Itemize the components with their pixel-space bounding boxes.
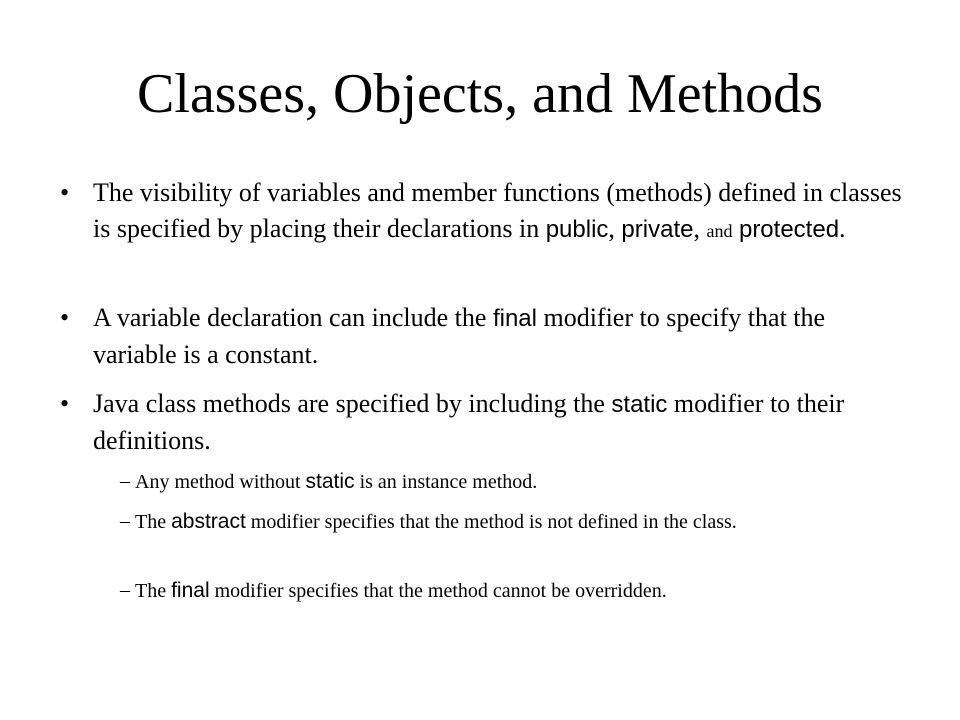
bullet-text: . xyxy=(839,214,846,243)
subitem-text: is an instance method. xyxy=(354,471,538,493)
bullet-text: Java class methods are specified by including the xyxy=(93,389,612,418)
subitem-instance-method xyxy=(135,467,895,497)
bullet-text: The visibility of variables and member functions (methods) defined in classes is specified by placing their declarations in xyxy=(93,178,902,243)
subitem-final-modifier xyxy=(135,576,895,606)
keyword-protected: protected xyxy=(738,216,840,243)
bullet-marker: • xyxy=(60,389,70,418)
keyword-final: final xyxy=(171,579,210,602)
keyword-abstract: abstract xyxy=(171,510,246,533)
keyword-static: static xyxy=(611,391,668,418)
keyword-private: private xyxy=(621,216,694,243)
separator-text: , xyxy=(608,214,622,243)
bullet-text: modifier to their definitions. xyxy=(93,389,845,455)
subitem-text: modifier specifies that the method cannot be overridden. xyxy=(209,580,667,602)
bullet-marker: • xyxy=(60,303,70,332)
subitem-text: The xyxy=(135,580,172,602)
subitem-text: The xyxy=(135,511,172,533)
bullet-text: A variable declaration can include the xyxy=(93,303,493,332)
subitem-dash: – xyxy=(120,579,130,601)
bullet-marker: • xyxy=(60,178,70,207)
subitem-dash: – xyxy=(120,470,130,492)
keyword-final: final xyxy=(492,305,537,332)
bullet-item-visibility xyxy=(93,175,913,249)
keyword-static: static xyxy=(305,470,355,493)
bullet-text: modifier to specify that the variable is a constant. xyxy=(93,303,826,369)
subitem-text: modifier specifies that the method is not defined in the class. xyxy=(245,511,737,533)
slide-title: Classes, Objects, and Methods xyxy=(137,63,823,125)
separator-text: , xyxy=(693,214,707,243)
subitem-abstract-modifier xyxy=(135,507,895,537)
conjunction-text: and xyxy=(706,221,733,241)
keyword-public: public xyxy=(545,216,609,243)
subitem-dash: – xyxy=(120,510,130,532)
subitem-text: Any method without xyxy=(135,471,306,493)
bullet-item-final-variable xyxy=(93,300,913,373)
bullet-item-static-methods xyxy=(93,386,913,459)
